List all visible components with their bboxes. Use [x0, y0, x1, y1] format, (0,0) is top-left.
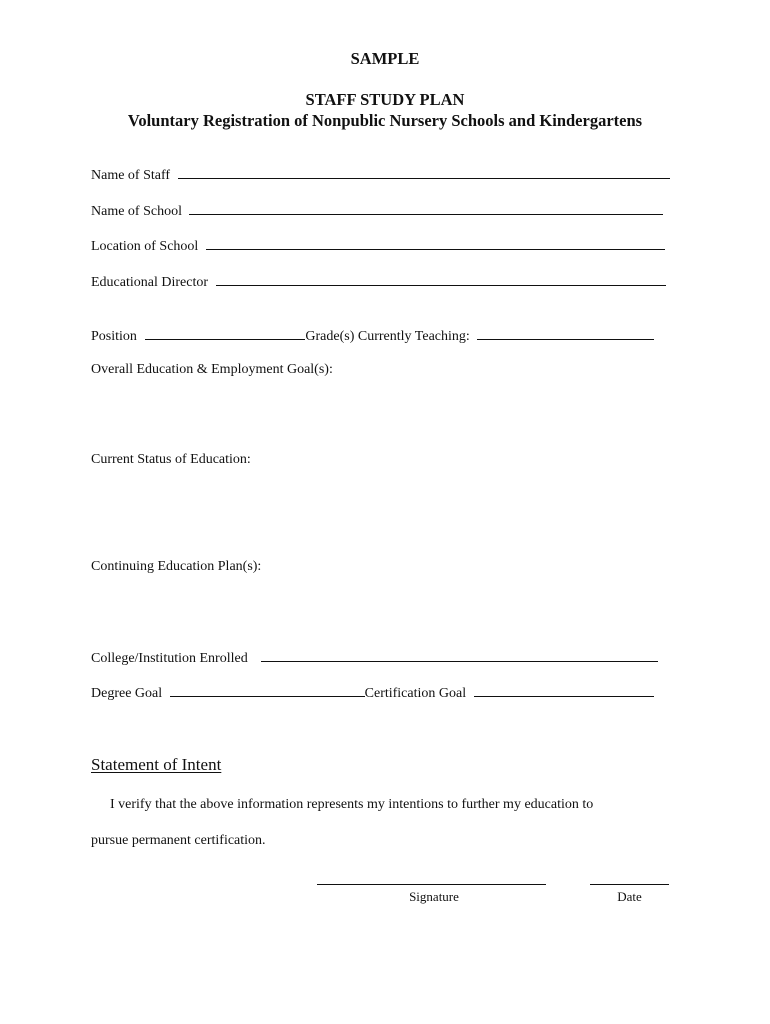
location-of-school-row — [91, 237, 665, 255]
certification-goal-label: Certification Goal — [364, 686, 467, 701]
overall-goals-label: Overall Education & Employment Goal(s): — [91, 362, 333, 377]
continuing-plans-area[interactable] — [91, 582, 671, 642]
position-label: Position — [91, 329, 137, 344]
overall-goals-area[interactable] — [91, 385, 671, 445]
date-field[interactable] — [590, 884, 669, 885]
name-of-school-label: Name of School — [91, 204, 182, 219]
name-of-staff-label: Name of Staff — [91, 168, 171, 183]
educational-director-row — [91, 273, 666, 291]
name-of-staff-row — [91, 166, 670, 184]
name-of-school-row — [91, 202, 663, 220]
degree-goal-row — [91, 684, 654, 702]
educational-director-label: Educational Director — [91, 275, 209, 290]
signature-field[interactable] — [317, 884, 546, 885]
date-label: Date — [617, 889, 642, 904]
certification-goal-field[interactable] — [474, 684, 654, 697]
current-status-area[interactable] — [91, 475, 671, 555]
current-status-label: Current Status of Education: — [91, 452, 251, 467]
location-of-school-field[interactable] — [206, 237, 665, 250]
location-of-school-label: Location of School — [91, 239, 199, 254]
educational-director-field[interactable] — [216, 273, 666, 286]
name-of-school-field[interactable] — [189, 202, 663, 215]
degree-goal-label: Degree Goal — [91, 686, 163, 701]
statement-line-1: I verify that the above information represents my intentions to further my education to — [110, 797, 594, 812]
signature-label: Signature — [409, 889, 459, 904]
college-enrolled-field[interactable] — [261, 649, 658, 662]
college-enrolled-row — [91, 649, 658, 667]
statement-line-2: pursue permanent certification. — [91, 833, 266, 848]
form-title: STAFF STUDY PLAN — [305, 90, 465, 109]
position-row — [91, 327, 654, 345]
grades-teaching-field[interactable] — [477, 327, 654, 340]
sample-heading: SAMPLE — [350, 49, 420, 68]
college-enrolled-label: College/Institution Enrolled — [91, 651, 248, 666]
form-subtitle: Voluntary Registration of Nonpublic Nursery Schools and Kindergartens — [127, 111, 643, 130]
degree-goal-field[interactable] — [170, 684, 365, 697]
position-field[interactable] — [145, 327, 305, 340]
continuing-plans-label: Continuing Education Plan(s): — [91, 559, 262, 574]
statement-heading: Statement of Intent — [91, 755, 222, 774]
name-of-staff-field[interactable] — [178, 166, 670, 179]
grades-teaching-label: Grade(s) Currently Teaching: — [305, 329, 470, 344]
